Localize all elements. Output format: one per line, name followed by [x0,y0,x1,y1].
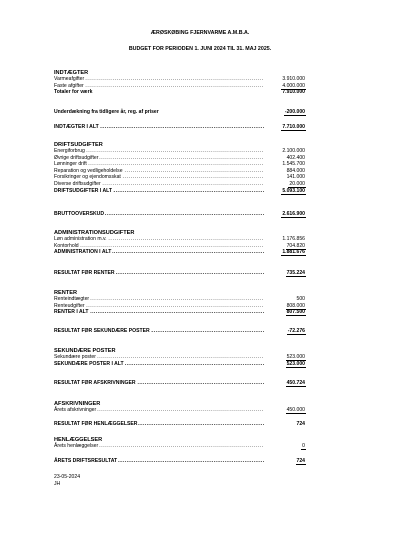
budget-row [54,148,306,155]
budget-row [54,155,306,162]
row-value: 523.000 [286,360,305,367]
budget-row [54,181,306,188]
row-label: RESULTAT FØR SEKUNDÆRE POSTER [54,328,150,334]
budget-row [54,354,306,361]
section-sekundaere [54,348,306,367]
row-value: 1.545.700 [282,161,305,168]
row-label: Renteudgifter [54,302,85,309]
row-label: Løn administration m.v. [54,236,107,242]
row-label: Energiforbrug [54,148,85,154]
budget-row [54,407,306,414]
budget-row-total [54,211,306,218]
row-label: RESULTAT FØR HENLÆGGELSER [54,421,138,427]
resultat-afskrivninger-line [54,380,306,387]
budget-row [54,303,306,310]
row-value: 1.881.676 [282,249,305,256]
section-driftsudgifter [54,142,306,194]
row-label: Varmeafgifter [54,76,85,82]
budget-row-total [54,380,306,387]
section-administration [54,230,306,256]
budget-row [54,243,306,250]
row-label: Øvrige driftsudgifter [54,154,99,161]
section-title: ADMINISTRATIONSUDGIFTER [54,230,135,236]
footer-initials: JH [54,480,61,487]
budget-row-total [54,309,306,316]
budget-row-total [54,458,306,465]
budget-row [54,296,306,303]
footer [54,474,80,487]
row-value: 0 [302,443,305,449]
budget-row [54,174,306,181]
company-title: ÆRØSKØBING FJERNVARME A.M.B.A. [150,30,250,36]
row-value: 523.000 [286,354,305,360]
row-value: -200.000 [284,109,305,115]
row-value: 735.224 [286,270,305,276]
row-value: 884.000 [286,167,305,174]
row-value: 4.000.000 [282,82,305,89]
section-title: HENLÆGGELSER [54,437,103,443]
budget-row [54,168,306,175]
row-value: 141.000 [286,174,305,181]
row-label: Årets henlæggelser [54,443,99,449]
section-title: SEKUNDÆRE POSTER [54,348,116,354]
row-value: 5.093.100 [282,187,305,194]
row-label: RENTER I ALT [54,309,89,316]
row-value: 20.000 [289,180,305,187]
row-label: BRUTTOOVERSKUD [54,211,104,217]
underdaekning-line [54,109,306,116]
section-henlaeggelser [54,437,306,450]
row-label: Faste afgifter [54,82,84,89]
section-indtaegter [54,70,306,96]
row-label: Underdækning fra tidligere år, reg. af priser [54,109,159,115]
row-value: 402.400 [286,154,305,161]
section-afskrivninger [54,401,306,414]
budget-row-total [54,328,306,335]
section-title: AFSKRIVNINGER [54,401,101,407]
row-value: 7.910.000 [282,89,305,96]
row-label: Diverse driftsudgifter [54,180,101,187]
row-value: 724 [296,421,305,427]
aarets-driftsresultat-line [54,458,306,465]
budget-row-total [54,421,306,428]
budget-row-total [54,124,306,131]
budget-row [54,83,306,90]
budget-row-total [54,188,306,195]
budget-row-total [54,109,306,116]
row-value: 450.000 [286,407,305,413]
row-label: Reparation og vedligeholdelse [54,167,123,174]
section-title: INDTÆGTER [54,70,89,76]
resultat-renter-line [54,270,306,277]
section-title: RENTER [54,290,77,296]
section-title: DRIFTSUDGIFTER [54,142,103,148]
row-value: 1.176.856 [282,236,305,242]
budget-row [54,236,306,243]
row-label: Renteindtægter [54,296,90,302]
budget-row [54,76,306,83]
row-label: ADMINISTRATION I ALT [54,249,112,256]
row-label: DRIFTSUDGIFTER I ALT [54,187,113,194]
row-label: Kontorhold [54,242,79,249]
footer-date: 23-05-2024 [54,474,81,480]
row-value: 808.000 [286,302,305,309]
resultat-henlaeggelser-line [54,421,306,428]
row-value: 450.724 [286,380,305,386]
row-label: SEKUNDÆRE POSTER I ALT [54,360,124,367]
row-value: 3.910.000 [282,76,305,82]
row-label: Totaler for værk [54,89,93,96]
row-value: 724 [296,458,305,464]
row-value: 704.820 [286,242,305,249]
row-label: Sekundære poster [54,354,96,360]
row-value: 500 [296,296,305,302]
row-label: RESULTAT FØR AFSKRIVNINGER [54,380,136,386]
row-value: 2.616.900 [282,211,305,217]
row-label: Årets afskrivninger [54,407,97,413]
budget-row [54,443,306,450]
budget-row-total [54,89,306,96]
row-value: 807.500 [286,309,305,316]
budget-row-total [54,270,306,277]
row-label: INDTÆGTER I ALT [54,124,99,130]
indtaegter-i-alt-line [54,124,306,131]
bruttooverskud-line [54,211,306,218]
budget-row-total [54,249,306,256]
budget-row [54,161,306,168]
budget-row-total [54,361,306,368]
row-label: ÅRETS DRIFTSRESULTAT [54,458,118,464]
row-value: 2.100.000 [282,148,305,154]
row-value: 7.710.000 [282,124,305,130]
row-label: Lønninger drift [54,161,87,168]
resultat-sekundaere-line [54,328,306,335]
row-label: Forsikringer og ejendomsskat [54,174,121,181]
section-renter [54,290,306,316]
period-title: BUDGET FOR PERIODEN 1. JUNI 2024 TIL 31. MAJ 2025. [128,46,272,52]
row-value: -72.276 [287,328,305,334]
row-label: RESULTAT FØR RENTER [54,270,115,276]
